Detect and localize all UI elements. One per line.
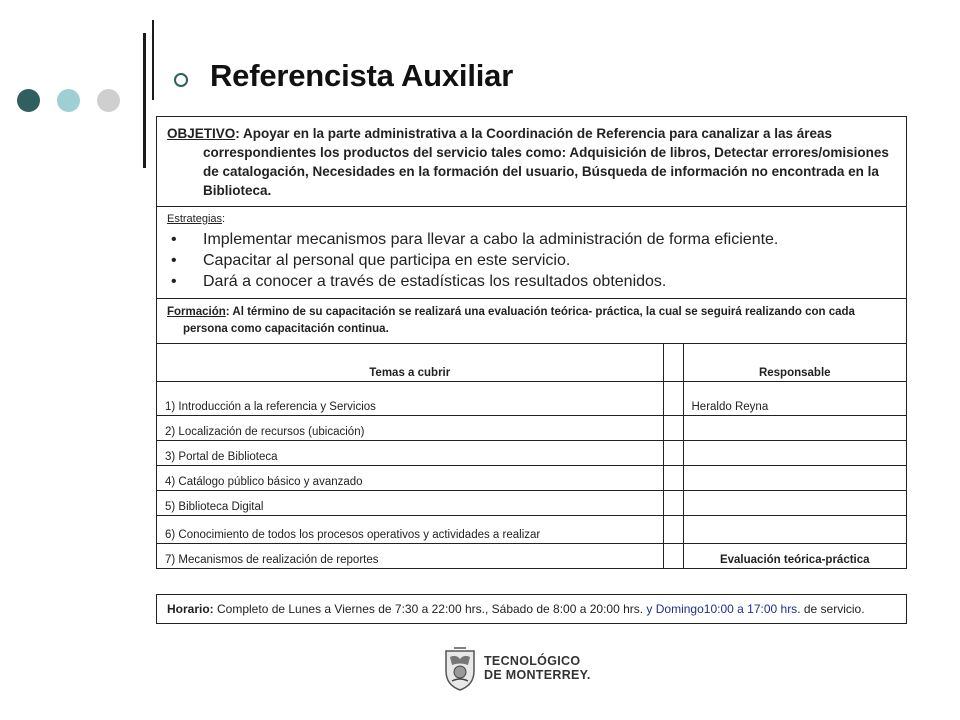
horario-text-end: . de servicio.: [797, 602, 865, 616]
objetivo-paragraph: [167, 124, 896, 200]
table-row: [157, 543, 906, 568]
objetivo-text: : Apoyar en la parte administrativa a la Coordinación de Referencia para canalizar a las áreas correspondientes los productos del servicio tales como: Adquisición de libros, Detectar errores/omisiones de catalogación, Necesidades en la formación del usuario, Búsqueda de información no encontrada en la Biblioteca.: [203, 126, 889, 198]
header-responsible: Responsable: [758, 366, 831, 379]
formacion-section: [157, 299, 906, 344]
slide-title: Referencista Auxiliar: [210, 58, 514, 93]
horario-box: [156, 594, 907, 624]
header-topic: Temas a cubrir: [157, 344, 663, 381]
spacer-cell: [663, 490, 683, 515]
spacer-cell: [663, 381, 683, 415]
topic-cell: 3) Portal de Biblioteca: [157, 440, 663, 465]
responsible-cell: [683, 440, 906, 465]
topic-cell: 7) Mecanismos de realización de reportes: [157, 543, 663, 568]
tec-monterrey-logo: [442, 645, 591, 691]
topic-cell: 6) Conocimiento de todos los procesos operativos y actividades a realizar: [157, 515, 663, 543]
decor-vertical-line: [152, 20, 154, 100]
estrategias-section: [157, 207, 906, 299]
tec-seal-icon: [442, 645, 478, 691]
formacion-label: Formación: [167, 306, 226, 318]
temas-table: [157, 344, 906, 568]
table-row: [157, 515, 906, 543]
logo-text: [484, 654, 591, 682]
content-box: [156, 116, 907, 569]
table-row: [157, 415, 906, 440]
horario-paragraph: [167, 601, 896, 618]
estrategias-list: [167, 229, 896, 292]
list-item: • Capacitar al personal que participa en este servicio.: [167, 250, 896, 271]
spacer-cell: [663, 440, 683, 465]
responsible-cell: Evaluación teórica-práctica: [683, 543, 906, 568]
list-item: • Dará a conocer a través de estadísticas los resultados obtenidos.: [167, 271, 896, 292]
objetivo-label: OBJETIVO: [167, 126, 236, 141]
spacer-cell: [663, 415, 683, 440]
topic-cell: 4) Catálogo público básico y avanzado: [157, 465, 663, 490]
decor-dot-gray: [97, 89, 120, 112]
table-row: [157, 440, 906, 465]
spacer-cell: [663, 515, 683, 543]
logo-line-2: DE MONTERREY.: [484, 668, 591, 682]
logo-line-1: TECNOLÓGICO: [484, 654, 581, 668]
spacer-cell: [663, 543, 683, 568]
horario-domingo: y Domingo10:00 a 17:00 hrs: [646, 602, 798, 616]
horario-text: Completo de Lunes a Viernes de 7:30 a 22:00 hrs., Sábado de 8:00 a 20:00 hrs.: [213, 602, 647, 616]
table-row: [157, 490, 906, 515]
estrategias-heading: [167, 213, 896, 225]
temas-section: [157, 344, 906, 568]
decor-dot-dark: [17, 89, 40, 112]
horario-label: Horario:: [167, 602, 214, 616]
decor-vertical-line: [143, 33, 146, 168]
spacer-cell: [663, 465, 683, 490]
topic-cell: 2) Localización de recursos (ubicación): [157, 415, 663, 440]
estrategias-label: Estrategias: [167, 213, 223, 225]
responsible-cell: [683, 490, 906, 515]
responsible-cell: [683, 465, 906, 490]
table-header-row: [157, 344, 906, 381]
formacion-paragraph: [167, 304, 896, 338]
topic-cell: 5) Biblioteca Digital: [157, 490, 663, 515]
responsible-cell: Heraldo Reyna: [683, 381, 906, 415]
topic-cell: 1) Introducción a la referencia y Servicios: [157, 381, 663, 415]
table-row: [157, 381, 906, 415]
responsible-cell: [683, 515, 906, 543]
spacer-cell: [663, 344, 683, 381]
formacion-text: : Al término de su capacitación se realizará una evaluación teórica- práctica, la cual se seguirá realizando con cada persona como capacitación continua.: [183, 306, 855, 335]
list-item: • Implementar mecanismos para llevar a cabo la administración de forma eficiente.: [167, 229, 896, 250]
decor-dot-light: [57, 89, 80, 112]
responsible-cell: [683, 415, 906, 440]
objetivo-section: [157, 117, 906, 207]
title-bullet-icon: [174, 73, 188, 87]
estrategias-colon: :: [222, 213, 226, 225]
table-row: [157, 465, 906, 490]
